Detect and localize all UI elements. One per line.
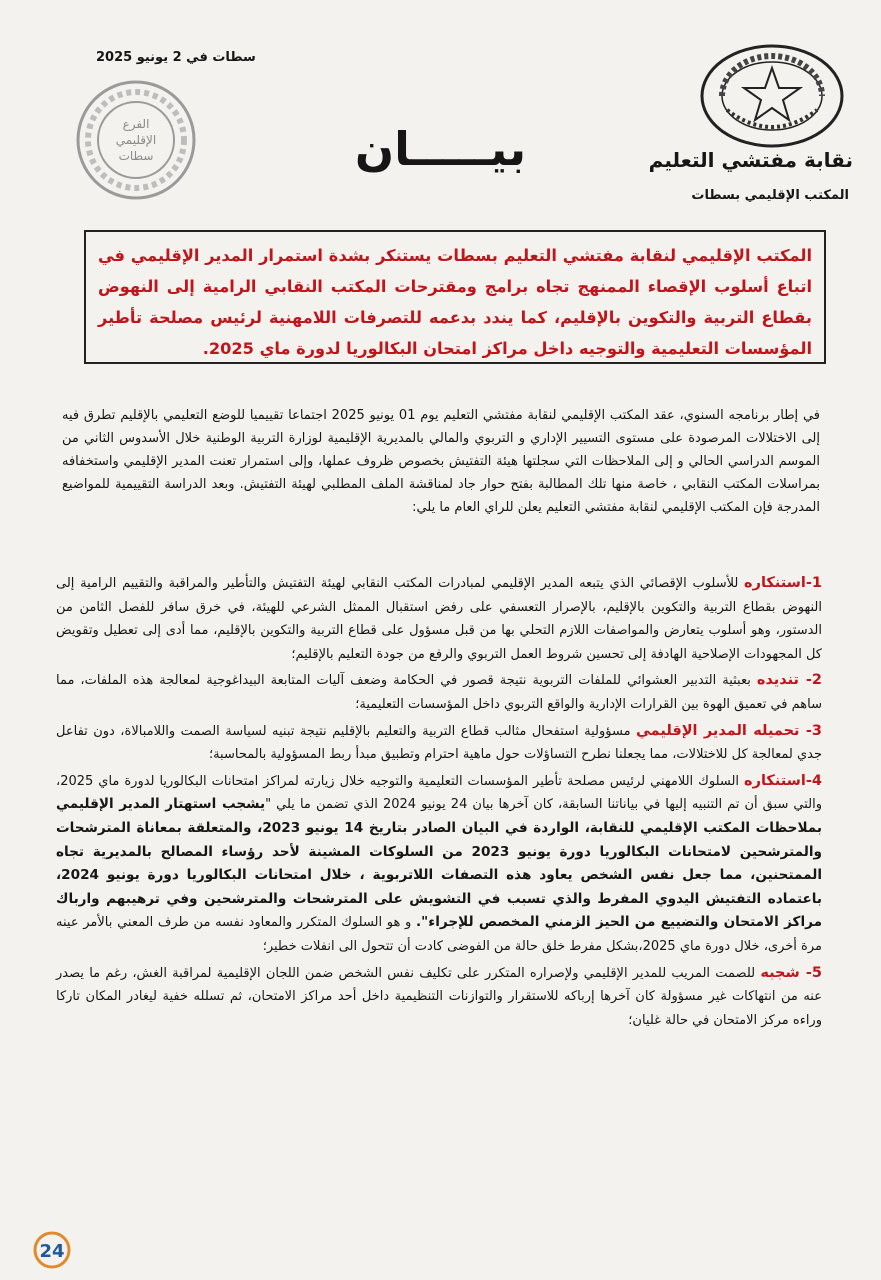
stamp-line-1: الفرع xyxy=(122,117,150,131)
item-text: السلوك اللامهني لرئيس مصلحة تأطير المؤسسات التعليمية والتوجيه خلال زيارته لمراكز امتحانات البكالوريا لدورة ماي 2025، والتي سبق أن تم التنبيه إليها في بياناتنا السابقة، كان آخرها بيان 24 يونيو 2024 الذي تضمن ما يلي " xyxy=(56,773,823,813)
item-text: بعبثية التدبير العشوائي للملفات التربوية نتيجة قصور في الحكامة وضعف آليات المتابعة البيداغوجية لمعالجة هذه الملفات، مما ساهم في تعميق الهوة بين القرارات الإدارية والواقع التربوي داخل المؤسسات التعليمية؛ xyxy=(56,673,822,712)
watermark-logo-icon xyxy=(8,1230,118,1270)
statement-item-3 xyxy=(56,720,822,767)
office-name: المكتب الإقليمي بسطات xyxy=(691,188,849,203)
item-text: للصمت المريب للمدير الإقليمي ولإصراره المتكرر على تكليف نفس الشخص ضمن اللجان الإقليمية لمراقبة الغش، رغم ما يصدر عنه من انتهاكات غير مسؤولة كان آخرها إرباكه للاستقرار والتوازنات التنظيمية داخل أحد مراكز الامتحان، ثم تسلله خفية ليغادر المكان تاركا وراءه مركز الامتحان في حالة غليان؛ xyxy=(56,965,822,1028)
headline-box: المكتب الإقليمي لنقابة مفتشي التعليم بسطات يستنكر بشدة استمرار المدير الإقليمي في اتباع أسلوب الإقصاء الممنهج تجاه برامج ومقترحات المكتب النقابي الرامية إلى النهوض بقطاع التربية والتكوين بالإقليم، كما يندد بدعمه للتصرفات اللامهنية لرئيس مصلحة تأطير المؤسسات التعليمية والتوجيه داخل مراكز امتحان البكالوريا لدورة ماي 2025. xyxy=(84,230,826,364)
item-quote: يشجب استهتار المدير الإقليمي بملاحظات المكتب الإقليمي للنقابة، الواردة في البيان الصادر بتاريخ 14 يونيو 2023، والمتعلقة بمعاناة المترشحات والمترشحين لامتحانات البكالوريا دورة يونيو 2023 من السلوكات المشينة لأحد رؤساء المصالح بالمديرية تجاه الممتحنين، مما جعل نفس الشخص يعاود هذه التصفات اللاتربوية ، خلال امتحانات البكالوريا دورة يونيو 2024، باعتماده التفتيش اليدوي المفرط والذي تسبب في التشويش على المترشحات والمترشحين وفي ترهيبهم وارباك مراكز الامتحان والتضييع من الحيز الزمني المخصص للإجراء". xyxy=(56,796,822,931)
statement-item-2 xyxy=(56,669,822,716)
stamp-line-2: الإقليمي xyxy=(115,133,157,147)
union-name: نقابة مفتشي التعليم xyxy=(648,148,853,172)
item-lead: 2- تنديده xyxy=(756,672,823,689)
statement-item-4 xyxy=(56,770,822,959)
item-text: للأسلوب الإقصائي الذي يتبعه المدير الإقليمي لمبادرات المكتب النقابي لهيئة التفتيش والتأطير والمراقبة والتقييم الرامية إلى النهوض بقطاع التربية والتكوين بالإقليم، بالإصرار التعسفي على رفض استقبال الممثل الشرعي للهيئة، في خرق سافر للفصل الثامن من الدستور، وهو أسلوب يتعارض والمواصفات اللازم التحلي بها من قبل مسؤول على قطاع التربية والتكوين بالإقليم، مما أدى إلى تعطيل وتقويض كل المجهودات الإصلاحية الهادفة إلى تحسين شروط العمل التربوي والرفع من جودة التعليم بالإقليم؛ xyxy=(56,576,822,662)
statement-item-1 xyxy=(56,572,822,666)
stamp-line-3: سطات xyxy=(118,149,154,163)
statement-items xyxy=(56,572,822,1035)
item-lead: 3- تحميله المدير الإقليمي xyxy=(636,722,822,739)
intro-paragraph: في إطار برنامجه السنوي، عقد المكتب الإقليمي لنقابة مفتشي التعليم يوم 01 يونيو 2025 اجتماعا تقييميا للوضع التعليمي بالإقليم تطرق فيه إلى الاختلالات المرصودة على مستوى التسيير الإداري و التربوي والمالي بالمديرية الإقليمية لوزارة التربية الوطنية خلال الأسدوس الثاني من الموسم الدراسي الحالي و إلى الملاحظات التي سجلتها هيئة التفتيش بخصوص ظروف عملها، وإلى استمرار تعنت المدير الإقليمي واستخفافه بمراسلات المكتب النقابي ، خاصة منها تلك المطالبة بفتح حوار جاد لمناقشة الملف المطلبي لهيئة التفتيش. وبعد الدراسة التقييمية للمواضيع المدرجة فإن المكتب الإقليمي لنقابة مفتشي التعليم يعلن للراي العام ما يلي: xyxy=(62,408,820,515)
page-title: بيـــــان xyxy=(354,122,527,176)
watermark-number: 24 xyxy=(39,1241,65,1262)
item-text: مسؤولية استفحال مثالب قطاع التربية والتعليم بالإقليم نتيجة تبنيه لسياسة الصمت واللامبالاة، دون تفاعل جدي لمعالجة كل للاختلالات، مما يجعلنا نطرح التساؤلات حول ماهية احترام وتطبيق مبدأ ربط المسؤولية بالمحاسبة؛ xyxy=(56,723,822,763)
item-tail: و هو السلوك المتكرر والمعاود نفسه من طرف المعني بالأمر عينه مرة أخرى، خلال دورة ماي 2025،بشكل مفرط خلق حالة من الفوضى كادت أن تتحول الى انفلات خطير؛ xyxy=(56,915,822,954)
item-lead: 5- شجبه xyxy=(760,964,822,981)
item-lead: 4-استنكاره xyxy=(744,772,822,789)
item-lead: 1-استنكاره xyxy=(744,575,822,591)
statement-item-5 xyxy=(56,962,822,1033)
document-date: سطات في 2 يونيو 2025 xyxy=(96,50,256,65)
